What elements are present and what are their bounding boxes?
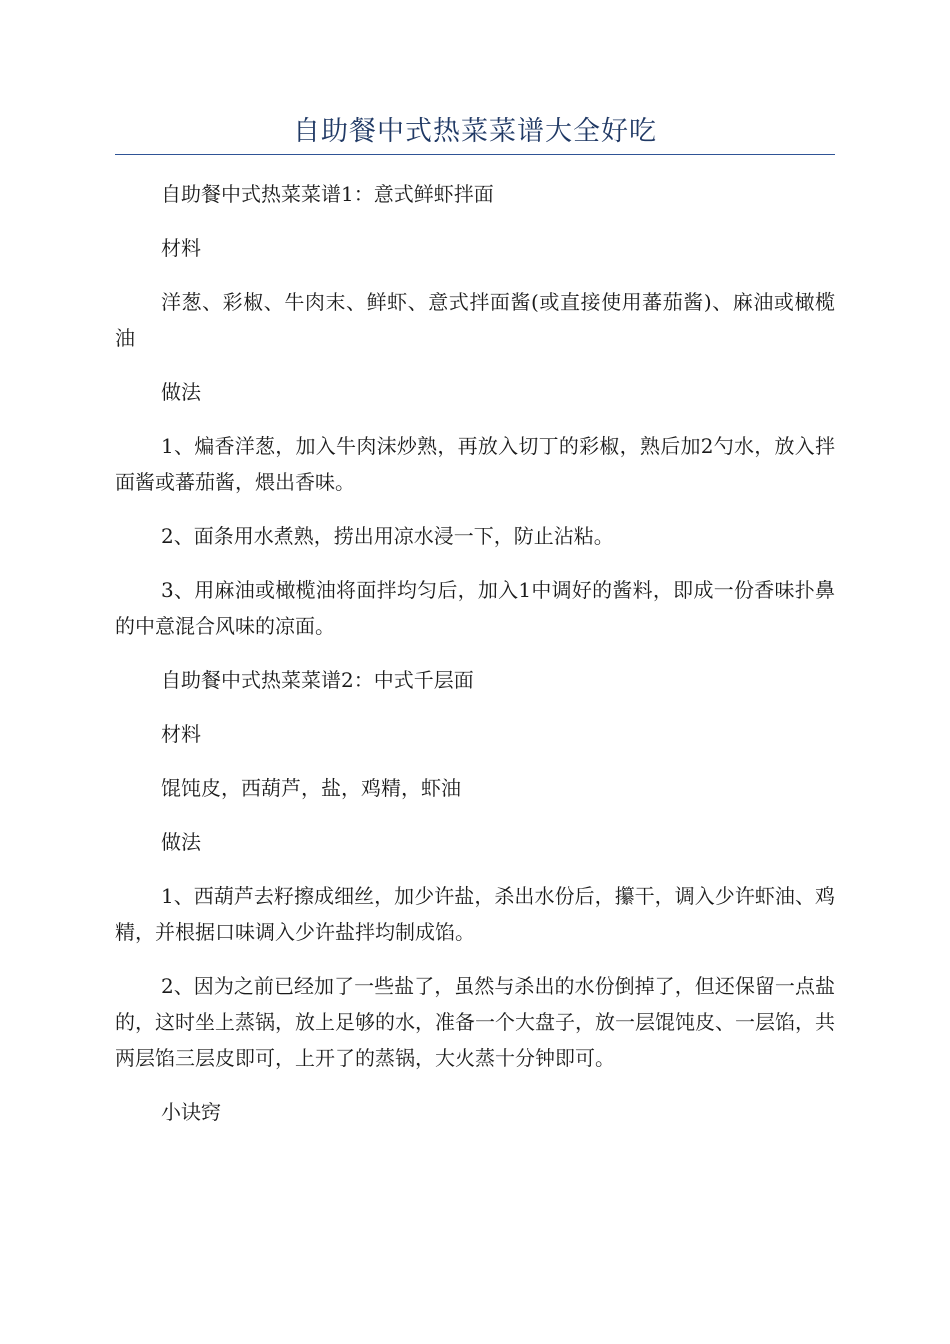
recipe-2-step-1: 1、西葫芦去籽擦成细丝，加少许盐，杀出水份后，攥干，调入少许虾油、鸡精，并根据口味调入少许盐拌均制成馅。 bbox=[115, 884, 835, 944]
recipe-2-heading: 自助餐中式热菜菜谱2：中式千层面 bbox=[161, 668, 474, 692]
tips-heading: 小诀窍 bbox=[161, 1100, 221, 1124]
recipe-1-method-label: 做法 bbox=[161, 380, 201, 404]
recipe-1-materials-label: 材料 bbox=[161, 236, 201, 260]
recipe-1-step-3: 3、用麻油或橄榄油将面拌均匀后，加入1中调好的酱料，即成一份香味扑鼻的中意混合风味的凉面。 bbox=[115, 578, 835, 638]
recipe-1-step-1: 1、煸香洋葱，加入牛肉沫炒熟，再放入切丁的彩椒，熟后加2勺水，放入拌面酱或蕃茄酱，煨出香味。 bbox=[115, 434, 835, 494]
recipe-1-step-2: 2、面条用水煮熟，捞出用凉水浸一下，防止沾粘。 bbox=[161, 524, 614, 548]
document-body bbox=[115, 176, 835, 1148]
document-title: 自助餐中式热菜菜谱大全好吃 bbox=[293, 116, 657, 147]
recipe-2-method-label: 做法 bbox=[161, 830, 201, 854]
recipe-2-materials: 馄饨皮，西葫芦，盐，鸡精，虾油 bbox=[161, 776, 461, 800]
title-underline bbox=[115, 154, 835, 155]
recipe-1-materials: 洋葱、彩椒、牛肉末、鲜虾、意式拌面酱(或直接使用蕃茄酱)、麻油或橄榄油 bbox=[115, 290, 835, 350]
recipe-2-step-2: 2、因为之前已经加了一些盐了，虽然与杀出的水份倒掉了，但还保留一点盐的，这时坐上蒸锅，放上足够的水，准备一个大盘子，放一层馄饨皮、一层馅，共两层馅三层皮即可，上开了的蒸锅，大火蒸十分钟即可。 bbox=[115, 974, 835, 1070]
recipe-1-heading: 自助餐中式热菜菜谱1：意式鲜虾拌面 bbox=[161, 182, 494, 206]
recipe-2-materials-label: 材料 bbox=[161, 722, 201, 746]
